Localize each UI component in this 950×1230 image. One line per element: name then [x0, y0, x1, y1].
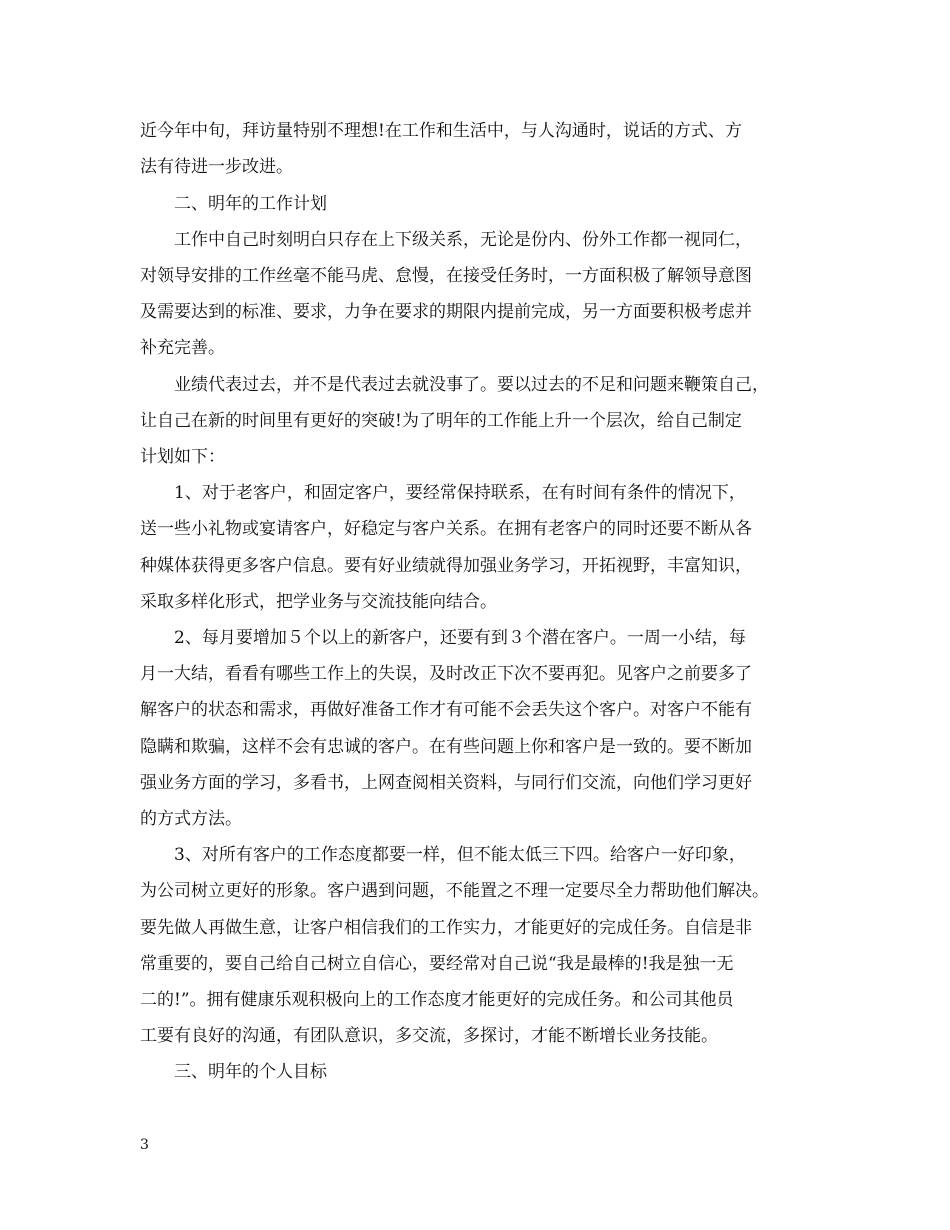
- text-line: 2、每月要增加５个以上的新客户，还要有到３个潜在客户。一周一小结，每: [174, 628, 746, 648]
- text-line: 隐瞒和欺骗，这样不会有忠诚的客户。在有些问题上你和客户是一致的。要不断加: [140, 737, 752, 757]
- text-line: 为公司树立更好的形象。客户遇到问题，不能置之不理一定要尽全力帮助他们解决。: [140, 881, 769, 901]
- text-line: 解客户的状态和需求，再做好准备工作才有可能不会丢失这个客户。对客户不能有: [140, 700, 752, 720]
- text-line: 要先做人再做生意，让客户相信我们的工作实力，才能更好的完成任务。自信是非: [140, 918, 752, 938]
- text-line: 让自己在新的时间里有更好的突破!为了明年的工作能上升一个层次，给自己制定: [140, 411, 742, 431]
- text-line: 3、对所有客户的工作态度都要一样，但不能太低三下四。给客户一好印象，: [174, 845, 746, 865]
- section-heading: 三、明年的个人目标: [174, 1062, 327, 1082]
- text-line: 月一大结，看看有哪些工作上的失误，及时改正下次不要再犯。见客户之前要多了: [140, 664, 752, 684]
- text-line: 送一些小礼物或宴请客户，好稳定与客户关系。在拥有老客户的同时还要不断从各: [140, 519, 752, 539]
- text-line: 常重要的，要自己给自己树立自信心，要经常对自己说“我是最棒的!我是独一无: [140, 954, 734, 974]
- text-line: 工要有良好的沟通，有团队意识，多交流，多探讨，才能不断增长业务技能。: [140, 1026, 718, 1046]
- text-line: 近今年中旬，拜访量特别不理想!在工作和生活中，与人沟通时，说话的方式、方: [140, 121, 742, 141]
- text-line: 法有待进一步改进。: [140, 157, 293, 177]
- text-line: 工作中自己时刻明白只存在上下级关系，无论是份内、份外工作都一视同仁，: [174, 230, 752, 250]
- text-line: 的方式方法。: [140, 809, 242, 829]
- page-number: 3: [140, 1137, 149, 1153]
- text-line: 及需要达到的标准、要求，力争在要求的期限内提前完成，另一方面要积极考虑并: [140, 302, 752, 322]
- text-line: 对领导安排的工作丝毫不能马虎、怠慢，在接受任务时，一方面积极了解领导意图: [140, 266, 752, 286]
- text-line: 种媒体获得更多客户信息。要有好业绩就得加强业务学习，开拓视野，丰富知识，: [140, 556, 752, 576]
- text-line: 采取多样化形式，把学业务与交流技能向结合。: [140, 592, 497, 612]
- text-line: 计划如下：: [140, 447, 225, 467]
- text-line: 1、对于老客户，和固定客户，要经常保持联系，在有时间有条件的情况下，: [174, 483, 746, 503]
- text-line: 业绩代表过去，并不是代表过去就没事了。要以过去的不足和问题来鞭策自己，: [174, 375, 769, 395]
- text-line: 二的!”。拥有健康乐观积极向上的工作态度才能更好的完成任务。和公司其他员: [140, 990, 734, 1010]
- text-line: 补充完善。: [140, 338, 225, 358]
- section-heading: 二、明年的工作计划: [174, 194, 327, 214]
- text-line: 强业务方面的学习，多看书，上网查阅相关资料，与同行们交流，向他们学习更好: [140, 773, 752, 793]
